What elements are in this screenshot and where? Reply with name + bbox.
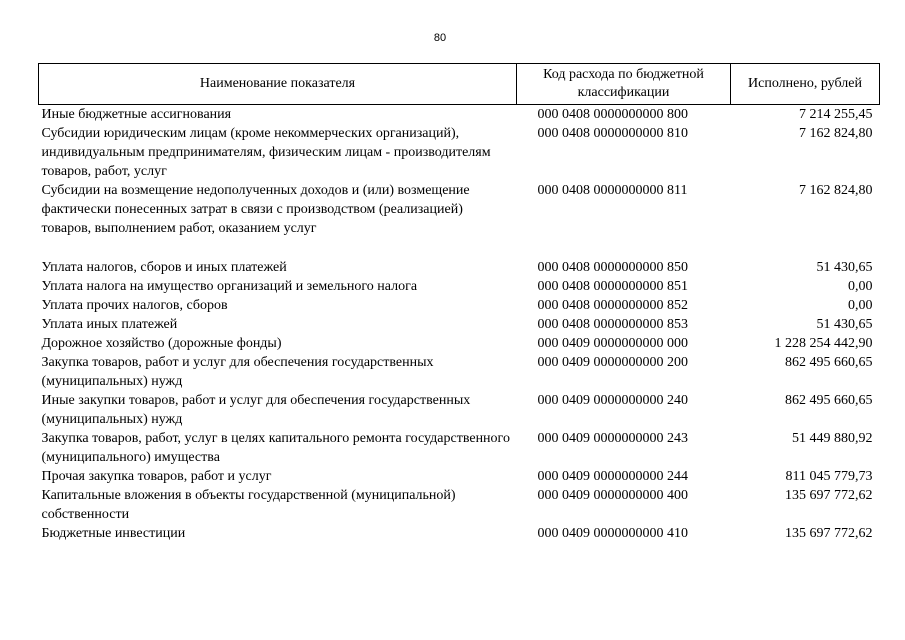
row-amount: 51 430,65: [816, 260, 873, 275]
table-row: [39, 486, 880, 524]
row-amount: 811 045 779,73: [785, 469, 873, 484]
page-number: 80: [433, 32, 447, 44]
row-code: 000 0409 0000000000 240: [537, 393, 688, 408]
row-code: 000 0409 0000000000 000: [537, 336, 688, 351]
row-code: 000 0408 0000000000 852: [537, 298, 688, 313]
row-name: Уплата налогов, сборов и иных платежей: [41, 260, 287, 275]
table-row: [39, 353, 880, 391]
row-name: Закупка товаров, работ, услуг в целях капитального ремонта государственного (муниципального) имущества: [41, 431, 510, 465]
table-row: [39, 105, 880, 125]
row-amount: 135 697 772,62: [785, 526, 873, 541]
header-name: Наименование показателя: [39, 64, 517, 105]
row-code: 000 0409 0000000000 243: [537, 431, 688, 446]
table-row: [39, 524, 880, 543]
row-code: 000 0409 0000000000 200: [537, 355, 688, 370]
row-code: 000 0408 0000000000 850: [537, 260, 688, 275]
budget-table-container: [38, 63, 879, 543]
row-code: 000 0408 0000000000 810: [537, 126, 688, 141]
table-header-row: [39, 64, 880, 105]
row-amount: 7 162 824,80: [799, 126, 873, 141]
row-amount: 51 449 880,92: [792, 431, 873, 446]
row-name: Уплата иных платежей: [41, 317, 178, 332]
header-amount: Исполнено, рублей: [731, 64, 880, 105]
row-code: 000 0409 0000000000 400: [537, 488, 688, 503]
row-code: 000 0408 0000000000 811: [537, 183, 688, 198]
table-row: [39, 258, 880, 277]
table-row: [39, 334, 880, 353]
row-name: Прочая закупка товаров, работ и услуг: [41, 469, 272, 484]
row-amount: 7 214 255,45: [799, 107, 873, 122]
row-name: Капитальные вложения в объекты государственной (муниципальной) собственности: [41, 488, 456, 522]
table-row: [39, 296, 880, 315]
row-amount: 0,00: [848, 279, 873, 294]
row-name: Дорожное хозяйство (дорожные фонды): [41, 336, 282, 351]
row-code: 000 0408 0000000000 851: [537, 279, 688, 294]
row-code: 000 0409 0000000000 244: [537, 469, 688, 484]
row-amount: 862 495 660,65: [785, 355, 873, 370]
row-name: Субсидии юридическим лицам (кроме некоммерческих организаций), индивидуальным предпринимателям, физическим лицам - производителям товаров, работ, услуг: [41, 126, 491, 179]
row-name: Уплата прочих налогов, сборов: [41, 298, 228, 313]
row-amount: 1 228 254 442,90: [774, 336, 873, 351]
table-row: [39, 429, 880, 467]
table-row: [39, 467, 880, 486]
row-amount: 0,00: [848, 298, 873, 313]
budget-table: [38, 63, 880, 543]
row-amount: 135 697 772,62: [785, 488, 873, 503]
row-amount: 862 495 660,65: [785, 393, 873, 408]
row-code: 000 0408 0000000000 853: [537, 317, 688, 332]
header-code: Код расхода по бюджетной классификации: [517, 64, 731, 105]
table-row: [39, 315, 880, 334]
row-code: 000 0408 0000000000 800: [537, 107, 688, 122]
table-row: [39, 391, 880, 429]
table-row: [39, 277, 880, 296]
row-code: 000 0409 0000000000 410: [537, 526, 688, 541]
row-name: Закупка товаров, работ и услуг для обеспечения государственных (муниципальных) нужд: [41, 355, 434, 389]
row-name: Бюджетные инвестиции: [41, 526, 186, 541]
row-amount: 51 430,65: [816, 317, 873, 332]
table-row: [39, 124, 880, 181]
row-spacer: [39, 238, 880, 258]
table-row: [39, 181, 880, 238]
row-name: Уплата налога на имущество организаций и земельного налога: [41, 279, 418, 294]
row-name: Субсидии на возмещение недополученных доходов и (или) возмещение фактически понесенных затрат в связи с производством (реализацией) товаров, выполнением работ, оказанием услуг: [41, 183, 470, 236]
row-name: Иные закупки товаров, работ и услуг для обеспечения государственных (муниципальных) нужд: [41, 393, 471, 427]
row-name: Иные бюджетные ассигнования: [41, 107, 232, 122]
row-amount: 7 162 824,80: [799, 183, 873, 198]
